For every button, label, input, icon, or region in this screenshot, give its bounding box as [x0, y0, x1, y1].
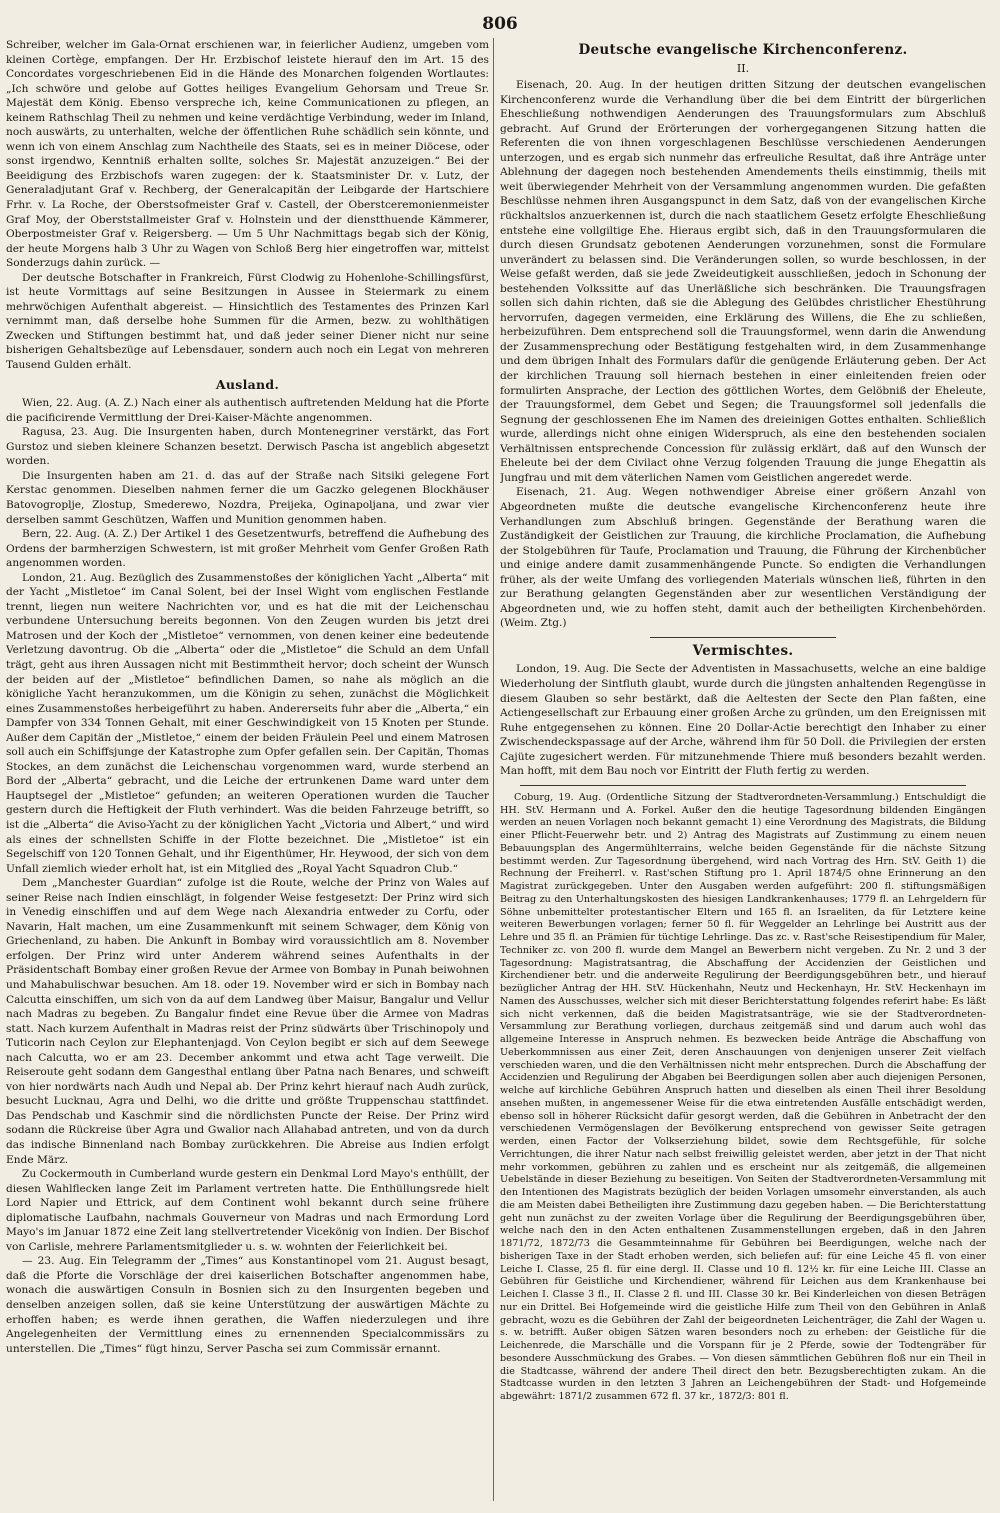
- article-prince-of-wales-route: Dem „Manchester Guardian“ zufolge ist die Route, welche der Prinz von Wales auf seiner Reise nach Indien einschlägt, in folgender Weise festgesetzt: Der Prinz wird sich in Venedig einschiffen und auf dem Wege nach Alexandria entweder zu Corfu, oder Navarin, Halt machen, um eine Zusammenkunft mit seinem Schwager, dem König von Griechenland, zu haben. Die Ankunft in Bombay wird voraussichtlich am 8. November erfolgen. Der Prinz wird unter Anderem während seines Aufenthalts in der Präsidentschaft Bombay einer großen Revue der Armee von Bombay in Punah beiwohnen und Mahabulischwar besuchen. Am 18. oder 19. November wird er sich in Bombay nach Calcutta einschiffen, um sich von da auf dem Landweg über Maisur, Bangalur und Vellur nach Madras zu begeben. Zu Bangalur findet eine Revue über die Armee von Madras statt. Nach kurzem Aufenthalt in Madras reist der Prinz südwärts über Trischinopoly und Tuticorin nach Ceylon zur Elephantenjagd. Von Ceylon begibt er sich auf dem Seewege nach Calcutta, wo er am 23. December ankommt und etwa acht Tage verweilt. Die Reiseroute geht sodann dem Gangesthal entlang über Patna nach Benares, und schweift von hier nordwärts nach Audh und Nepal ab. Der Prinz kehrt hierauf nach Audh zurück, besucht Lucknau, Agra und Delhi, wo die dritte und größte Truppenschau stattfindet. Das Pendschab und Kaschmir sind die nördlichsten Puncte der Reise. Der Prinz wird sodann die Rückreise über Agra und Gwalior nach Allahabad antreten, und von da durch das indische Binnenland nach Bombay zurückkehren. Die Abreise aus Indien erfolgt Ende März.: [6, 877, 489, 1166]
- article-cockermouth: Zu Cockermouth in Cumberland wurde gestern ein Denkmal Lord Mayo's enthüllt, der diesen Wahlflecken lange Zeit im Parlament vertreten hatte. Die Enthüllungsrede hielt Lord Napier und Ettrick, auf dem Continent wohl bekannt durch seine frühere diplomatische Laufbahn, nachmals Gouverneur von Madras und nach Ermordung Lord Mayo's im Januar 1872 eine Zeit lang stellvertretender Vicekönig von Indien. Der Bischof von Carlisle, mehrere Parlamentsmitglieder u. s. w. wohnten der Feierlichkeit bei.: [6, 1168, 489, 1253]
- section-heading-vermischtes: Vermischtes.: [692, 642, 794, 659]
- article-times-telegram: — 23. Aug. Ein Telegramm der „Times“ aus Konstantinopel vom 21. August besagt, daß die Pforte die Vorschläge der drei kaiserlichen Botschafter angenommen habe, wonach die auswärtigen Consuln in Bosnien sich zu den Insurgenten begeben und denselben anzeigen sollen, daß sie keine Unterstützung der auswärtigen Mächte zu erhoffen haben; es werde ihnen gerathen, die Waffen niederzulegen und ihre Angelegenheiten der Vermittlung eines zu ernennenden Specialcommissärs zu unterstellen. Die „Times“ fügt hinzu, Server Pascha sei zum Commissär ernannt.: [6, 1255, 489, 1355]
- coburg-block: [500, 792, 986, 1404]
- section-rule: [650, 637, 836, 638]
- article-audienz: Schreiber, welcher im Gala-Ornat erschienen war, in feierlicher Audienz, umgeben vom kleinen Cortège, empfangen. Der Hr. Erzbischof leistete hierauf den im Art. 15 des Concordates vorgeschriebenen Eid in die Hände des Monarchen folgenden Wortlautes: „Ich schwöre und gelobe auf Gottes heiliges Evangelium Gehorsam und Treue Sr. Majestät dem König. Ebenso verspreche ich, keine Communicationen zu pflegen, an keinem Rathschlag Theil zu nehmen und keine verdächtige Verbindung, weder im Inland, noch auswärts, zu unterhalten, welche der öffentlichen Ruhe schädlich sein könnte, und wenn ich von einem Anschlag zum Nachtheile des Staats, sei es in meiner Diöcese, oder sonst irgendwo, Kenntniß erhalten sollte, solches Sr. Majestät anzuzeigen.“ Bei der Beeidigung des Erzbischofs waren zugegen: der k. Staatsminister Dr. v. Lutz, der Generaladjutant Graf v. Rechberg, der Generalcapitän der Leibgarde der Hartschiere Frhr. v. La Roche, der Oberstsofmeister Graf v. Castell, der Oberstceremonienmeister Graf Moy, der Oberststallmeister Graf v. Holnstein und der dienstthuende Kämmerer, Oberpostmeister Graf v. Reigersberg. — Um 5 Uhr Nachmittags begab sich der König, der heute Morgens halb 3 Uhr zu Wagen von Schloß Berg hier eingetroffen war, mittelst Sonderzugs dahin zurück. —: [6, 39, 489, 270]
- section-numeral: II.: [736, 61, 750, 75]
- article-insurgenten: Die Insurgenten haben am 21. d. das auf der Straße nach Sitsiki gelegene Fort Kerstac genommen. Dieselben nahmen ferner die um Gaczko gelegenen Blockhäuser Batovogroplje, Zlostup, Smederewo, Nozdra, Preijeka, Oginapoljana, und zwar vier derselben sammt Geschützen, Waffen und Munition genommen haben.: [6, 469, 489, 526]
- article-london-alberta: London, 21. Aug. Bezüglich des Zusammenstoßes der königlichen Yacht „Alberta“ mit der Yacht „Mistletoe“ im Canal Solent, bei der Insel Wight vom englischen Festlande trennt, liegen nun weitere Nachrichten vor, und es hat die mit der Leichenschau verbundene Untersuchung bereits begonnen. Von den Zeugen wurden bis jetzt drei Matrosen und der Koch der „Mistletoe“ vernommen, von denen keiner eine bedeutende Verletzung davontrug. Ob die „Alberta“ oder die „Mistletoe“ die Schuld an dem Unfall trägt, geht aus ihren Aussagen nicht mit Bestimmtheit hervor; doch scheint der Wunsch der beiden auf der „Mistletoe“ befindlichen Damen, so nahe als möglich an die königliche Yacht heranzukommen, um die Königin zu sehen, zunächst die Möglichkeit eines Zusammenstoßes herbeigeführt zu haben. Andererseits fuhr aber die „Alberta,“ ein Dampfer von 334 Tonnen Gehalt, mit einer Geschwindigkeit von 15 Knoten per Stunde. Außer dem Capitän der „Mistletoe,“ einem der beiden Fräulein Peel und einem Matrosen soll auch ein Schiffsjunge der Katastrophe zum Opfer gefallen sein. Der Capitän, Thomas Stockes, an dem zunächst die Leichenschau vorgenommen ward, wurde sterbend an Bord der „Alberta“ gebracht, und die Leiche der ertrunkenen Dame ward unter dem Hauptsegel der „Mistletoe“ gefunden; an weiteren Operationen wurden die Taucher gestern durch die Heftigkeit der Fluth verhindert. Was die beiden Fahrzeuge betrifft, so ist die „Alberta“ die Aviso-Yacht zu der königlichen Yacht „Victoria und Albert,“ und wird als eines der schnellsten Schiffe in der Flotte bezeichnet. Die „Mistletoe“ ist ein Segelschiff von 120 Tonnen Gehalt, und ihr Eigenthümer, Hr. Heywood, der sich von dem Unfall ziemlich wieder erholt hat, ist ein Mitglied des „Royal Yacht Squadron Club.“: [6, 571, 489, 875]
- article-wien: Wien, 22. Aug. (A. Z.) Nach einer als authentisch auftretenden Meldung hat die Pforte die pacificirende Vermittlung der Drei-Kaiser-Mächte angenommen.: [6, 397, 489, 424]
- article-botschafter: Der deutsche Botschafter in Frankreich, Fürst Clodwig zu Hohenlohe-Schillingsfürst, ist heute Vormittags auf seine Besitzungen in Aussee in Steiermark zu einem mehrwöchigen Aufenthalt abgereist. — Hinsichtlich des Testamentes des Prinzen Karl vernimmt man, daß derselbe hohe Summen für die Armen, bezw. zu wohlthätigen Zwecken und Stiftungen bestimmt hat, und daß jeder seiner Diener nicht nur seine bisherigen Gehaltsbezüge auf Lebensdauer, sondern auch noch ein Legat von mehreren Tausend Gulden erhält.: [6, 271, 489, 372]
- article-rule: [520, 785, 966, 786]
- article-ragusa: Ragusa, 23. Aug. Die Insurgenten haben, durch Montenegriner verstärkt, das Fort Gurstoz und sieben kleinere Schanzen besetzt. Derwisch Pascha ist angeblich abgesetzt worden.: [6, 426, 489, 468]
- left-column: [6, 38, 489, 1505]
- section-heading-ausland: Ausland.: [215, 376, 280, 392]
- right-column: [500, 38, 986, 1505]
- page-number: 806: [482, 14, 518, 34]
- article-eisenach-20: Eisenach, 20. Aug. In der heutigen dritten Sitzung der deutschen evangelischen Kirchenconferenz wurde die Verhandlung über die bei dem Eintritt der bürgerlichen Eheschließung nothwendigen Aenderungen des Trauungsformulars zum Abschluß gebracht. Auf Grund der Erörterungen der vorhergegangenen Sitzung hatten die Referenten die von ihnen vorgeschlagenen Beschlüsse verschiedenen Aenderungen unterzogen, und es ergab sich nunmehr das erfreuliche Resultat, daß ihre Anträge unter Ablehnung der dagegen noch bestehenden Amendements theils einstimmig, theils mit weit überwiegender Mehrheit von der Versammlung angenommen wurden. Die gefaßten Beschlüsse nehmen ihren Ausgangspunct in dem Satz, daß von der evangelischen Kirche rückhaltslos anzuerkennen ist, durch die nach staatlichem Gesetz erfolgte Eheschließung entstehe eine vollgiltige Ehe. Hieraus ergibt sich, daß in den Trauungsformularen die durch diesen Grundsatz gebotenen Aenderungen vorzunehmen, sonst die Formulare unverändert zu belassen sind. Die Veränderungen sollen, so wurde beschlossen, in der Weise gefaßt werden, daß sie jede Zweideutigkeit ausschließen, jedoch in Schonung der bestehenden Volkssitte auf das Unerläßliche sich beschränken. Die Trauungsfragen sollen sich dahin richten, daß sie die Ablegung des Gelübdes christlicher Ehestührung hervorrufen, dagegen vermeiden, eine Erklärung des Willens, die Ehe zu schließen, herbeizuführen. Dem entsprechend soll die Trauungsformel, wenn darin die Anwendung der Zusammensprechung oder Bestätigung festgehalten wird, in dem Zusammenhange und dem übrigen Inhalt des Formulars dafür die genügende Erläuterung geben. Der Act der kirchlichen Trauung soll hiernach bestehen in einer einleitenden freien oder formulirten Ansprache, der Lection des göttlichen Wortes, dem Gelöbniß der Eheleute, der Trauungsformel, dem Gebet und Segen; die Trauungsformel soll jedenfalls die Segnung der geschlossenen Ehe im Namen des dreieinigen Gottes enthalten. Schließlich wurde, allerdings nicht ohne einigen Widerspruch, als eine den bestehenden socialen Verhältnissen entsprechende Concession für zulässig erklärt, daß auf den Wunsch der Eheleute bei der dem Civilact ohne Verzug folgenden Trauung die junge Ehegattin als Jungfrau und mit dem väterlichen Namen vom Geistlichen angeredet werde.: [500, 79, 986, 484]
- column-divider: [493, 38, 494, 1501]
- article-bern: Bern, 22. Aug. (A. Z.) Der Artikel 1 des Gesetzentwurfs, betreffend die Aufhebung des Ordens der barmherzigen Schwestern, ist mit großer Mehrheit vom Genfer Großen Rath angenommen worden.: [6, 528, 489, 570]
- article-coburg-sitzung: Coburg, 19. Aug. (Ordentliche Sitzung der Stadtverordneten-Versammlung.) Entschuldigt die HH. StV. Hermann und A. Forkel. Außer den die heutige Tagesordnung bildenden Eingängen werden an neuen Vorlagen noch bekannt gemacht 1) eine Verordnung des Magistrats, die Bildung einer Pflicht-Feuerwehr betr. und 2) Antrag des Magistrats auf Zustimmung zu einem neuen Bebauungsplan des Angermühlterrains, welche beiden Gegenstände für die nächste Sitzung bestimmt werden. Zur Tagesordnung übergehend, wird nach Vortrag des Hrn. StV. Geith 1) die Rechnung der Freiherrl. v. Rast'schen Stiftung pro 1. April 1874/5 ohne Erinnerung an den Magistrat zurückgegeben. Unter den Ausgaben werden aufgeführt: 200 fl. stiftungsmäßigen Beitrag zu den Unterhaltungskosten des hiesigen Landkrankenhauses; 1779 fl. an Lehrgeldern für Söhne unbemittelter protestantischer Eltern und 165 fl. an Israeliten, da für Letztere keine weiteren Bewerbungen vorlagen; ferner 50 fl. für Weggelder an Lehrlinge bei Austritt aus der Lehre und 35 fl. an Prämien für tüchtige Lehrlinge. Das zc. v. Rast'sche Reisestipendium für Maler, Techniker zc. von 200 fl. wurde dem Mangel an Bewerbern nicht vergeben. Zu Nr. 2 und 3 der Tagesordnung: Magistratsantrag, die Abschaffung der Accidenzien der Geistlichen und Kirchendiener betr. und die anderweite Regulirung der Beerdigungsgebühren betr., und hierauf bezüglicher Antrag der HH. StV. Hückenhahn, Neutz und Heckenhayn, Hr. StV. Heckenhayn im Namen des Ausschusses, welcher sich mit dieser Berichterstattung folgendes referirt habe: Es läßt sich nicht verkennen, daß die beiden Magistratsanträge, wie sie der Stadtverordneten-Versammlung zur Berathung vorliegen, durchaus zeitgemäß sind und darum auch wohl das allgemeine Interesse in Anspruch nehmen. Es bezwecken beide Anträge die Abschaffung von Ueberkommnissen aus einer Zeit, deren Anschauungen von denjenigen unserer Zeit vielfach verschieden waren, und die den Verhältnissen nicht mehr entsprechen. Durch die Abschaffung der Accidenzien und Regulirung der Abgaben bei Beerdigungen sollen aber auch diejenigen Personen, welche auf kirchliche Gebühren Anspruch hatten und dieselben als einen Theil ihrer Besoldung ansehen mußten, in angemessener Weise für die etwa eintretenden Ausfälle entschädigt werden, ebenso soll in höherer Rücksicht dafür gesorgt werden, daß die Gebühren in Anbetracht der den verschiedenen Vermögenslagen der Bevölkerung entsprechend von gewisser Seite getragen werden, einen Factor der Volkserziehung bildet, sowie dem Rechtsgefühle, für solche Verrichtungen, die ihrer Natur nach selbst freiwillig geleistet werden, aber jetzt in der That nicht mehr vorkommen, gebühren zu zahlen und es erscheint nur als zeitgemäß, die allgemeinen Uebelstände in dieser Beziehung zu beseitigen. Von Seiten der Stadtverordneten-Versammlung mit den Intentionen des Magistrats bezüglich der beiden Vorlagen umsomehr einverstanden, als auch die am Meisten dabei Betheiligten ihre Zustimmung dazu gegeben haben. — Die Berichterstattung geht nun zunächst zu der zweiten Vorlage über die Regulirung der Beerdigungsgebühren über, welche nach den in den Acten enthaltenen Zusammenstellungen ergeben, daß in den Jahren 1871/72, 1872/73 die Gesammteinnahme für Gebühren bei Beerdigungen, welche nach der bisherigen Taxe in der Stadt erhoben werden, sich beliefen auf: für eine Leiche 45 fl. von einer Leiche I. Classe, 25 fl. für eine dergl. II. Classe und 10 fl. 12½ kr. für eine Leiche III. Classe an Gebühren für Geistliche und Kirchendiener, während für Leichen aus dem Krankenhause bei Leichen I. Classe 3 fl., II. Classe 2 fl. und III. Classe 30 kr. Bei Kinderleichen von diesen Beträgen nur ein Drittel. Bei Hofgemeinde wird die geistliche Hilfe zum Theil von den Gebühren in Anlaß gebracht, wozu es die Gebühren der Zahl der beigeordneten Leichenträger, die Zahl der Wagen u. s. w. betrifft. Außer obigen Sätzen waren besonders noch zu erheben: der Geistliche für die Leichenrede, die Marschälle und die Vorspann für je 2 Pferde, sowie der Todtengräber für besondere Ausschmückung des Grabes. — Von diesen sämmtlichen Gebühren floß nur ein Theil in die Stadtcasse, während der andere Theil direct den betr. Bezugsberechtigten zukam. An die Stadtcasse wurden in den letzten 3 Jahren an Leichengebühren der Stadt- und Hofgemeinde abgewährt: 1871/2 zusammen 672 fl. 37 kr., 1872/3: 801 fl.: [500, 791, 986, 1403]
- section-heading-kirchenconferenz: Deutsche evangelische Kirchenconferenz.: [578, 42, 908, 58]
- article-london-adventisten: London, 19. Aug. Die Secte der Adventisten in Massachusetts, welche an eine baldige Wiederholung der Sintfluth glaubt, wurde durch die jüngsten anhaltenden Regengüsse in diesem Glauben so sehr bestärkt, daß die Aeltesten der Secte den Plan faßten, eine Actiengesellschaft zur Erbauung einer großen Arche zu gründen, um den Ereignissen mit Ruhe entgegensehen zu können. Eine 20 Dollar-Actie berechtigt den Inhaber zu einer Zwischendeckspassage auf der Arche, während ihm für 50 Doll. die Privilegien der ersten Cajüte zugesichert werden. Für mitzunehmende Thiere muß besonders bezahlt werden. Man hofft, mit dem Bau noch vor Eintritt der Fluth fertig zu werden.: [500, 663, 986, 778]
- article-eisenach-21: Eisenach, 21. Aug. Wegen nothwendiger Abreise einer größern Anzahl von Abgeordneten mußte die deutsche evangelische Kirchenconferenz heute ihre Verhandlungen zum Abschluß bringen. Gegenstände der Berathung waren die Zuständigkeit der Geistlichen zur Trauung, die kirchliche Proclamation, die Aufhebung der Stolgebühren für Taufe, Proclamation und Trauung, die Führung der Kirchenbücher und einige andere damit zusammenhängende Puncte. So endigten die Verhandlungen früher, als der weite Umfang des vorliegenden Materials wünschen ließ, führten in den zur Berathung gelangten Gegenständen aber zur wesentlichen Verständigung der Abgeordneten und, wie zu hoffen steht, damit auch der betheiligten Kirchenbehörden. (Weim. Ztg.): [500, 486, 986, 630]
